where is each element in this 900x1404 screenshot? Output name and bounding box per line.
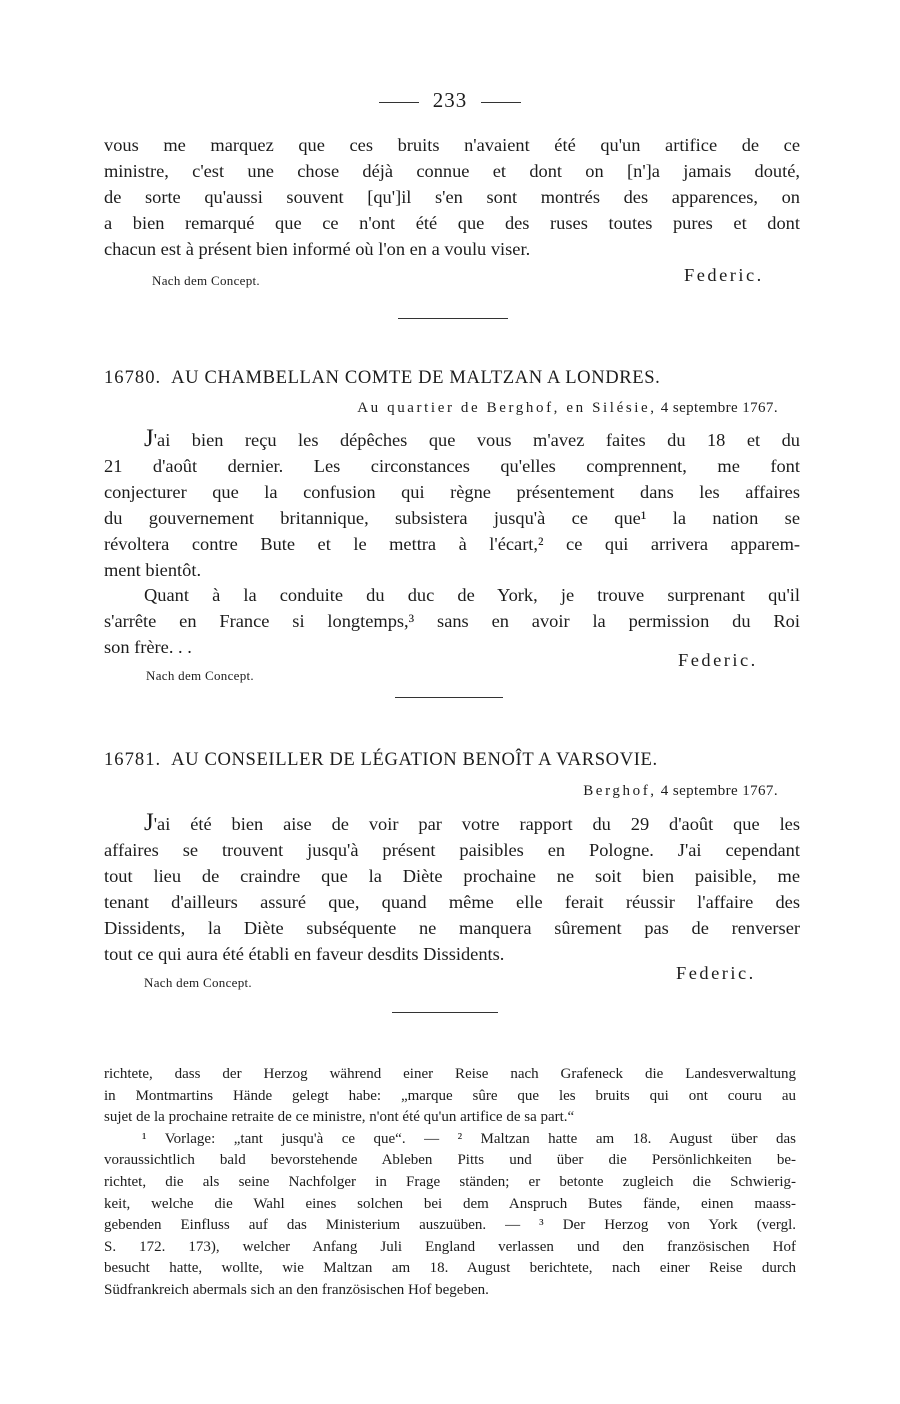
letter-16780-dateline bbox=[357, 400, 778, 417]
page-number-dash-right bbox=[481, 102, 521, 103]
text-line: Quant à la conduite du duc de York, je trouve surprenant qu'il bbox=[144, 585, 800, 606]
prev-letter-signature: Federic. bbox=[684, 265, 764, 285]
text-line: tout lieu de craindre que la Diète prochaine ne soit bien paisible, me bbox=[104, 865, 800, 886]
footnote-line: gebenden Einfluss auf das Ministerium auszuüben. — ³ Der Herzog von York (vergl. bbox=[104, 1217, 796, 1234]
text-line: J'ai bien reçu les dépêches que vous m'avez faites du 18 et du bbox=[144, 425, 800, 452]
initial-letter: J bbox=[144, 809, 154, 836]
initial-letter: J bbox=[144, 425, 154, 452]
text-line: a bien remarqué que ce n'ont été que des ruses toutes pures et dont bbox=[104, 212, 800, 233]
footnote-line: richtete, dass der Herzog während einer Reise nach Grafeneck die Landesverwaltung bbox=[104, 1066, 796, 1082]
footnote-line: besucht hatte, wollte, wie Maltzan am 18. August berichtete, nach einer Reise durch bbox=[104, 1260, 796, 1277]
letter-16781-heading bbox=[104, 749, 804, 771]
letter-title: AU CHAMBELLAN COMTE DE MALTZAN A LONDRES. bbox=[171, 367, 661, 388]
footnote-line: ¹ Vorlage: „tant jusqu'à ce que“. — ² Maltzan hatte am 18. August über das bbox=[142, 1130, 796, 1147]
text-line: ministre, c'est une chose déjà connue et dont on [n']a jamais douté, bbox=[104, 160, 800, 181]
text-line: ment bientôt. bbox=[104, 559, 202, 580]
letter-16781-body bbox=[104, 810, 800, 967]
footnote-line: in Montmartins Hände gelegt habe: „marque sûre que les bruits qui ont couru au bbox=[104, 1087, 796, 1104]
text-line: s'arrête en France si longtemps,³ sans en avoir la permission du Roi bbox=[104, 611, 800, 632]
footnote-line: keit, welche die Wahl eines solchen bei dem Anspruch Butes fände, einen maass- bbox=[104, 1195, 796, 1212]
dateline-date: 4 septembre 1767. bbox=[660, 783, 778, 799]
letter-16780-heading bbox=[104, 367, 804, 389]
text-line: conjecturer que la confusion qui règne présentement dans les affaires bbox=[104, 481, 800, 502]
text-line: son frère. . . bbox=[104, 637, 192, 658]
letter-number: 16780. bbox=[104, 367, 162, 388]
dateline-place: Au quartier de Berghof, en Silésie, bbox=[357, 400, 657, 416]
text-line: chacun est à présent bien informé où l'on en a voulu viser. bbox=[104, 238, 531, 259]
page-number-text: 233 bbox=[432, 88, 468, 112]
letter-16781-signature: Federic. bbox=[676, 963, 756, 983]
prev-letter-source: Nach dem Concept. bbox=[152, 273, 260, 288]
section-divider bbox=[398, 318, 508, 319]
page-number bbox=[0, 88, 900, 113]
letter-16781-source: Nach dem Concept. bbox=[144, 975, 252, 990]
section-divider bbox=[395, 697, 503, 698]
text-line: 21 d'août dernier. Les circonstances qu'elles comprennent, me font bbox=[104, 455, 800, 476]
text-line: tout ce qui aura été établi en faveur desdits Dissidents. bbox=[104, 943, 505, 964]
letter-16781-dateline bbox=[583, 783, 778, 800]
footnote-line: voraussichtlich bald bevorstehende Ableben Pitts und über die Persönlichkeiten be- bbox=[104, 1152, 796, 1169]
letter-16780-signature: Federic. bbox=[678, 650, 758, 670]
footnote-line: S. 172. 173), welcher Anfang Juli England verlassen und den französischen Hof bbox=[104, 1238, 796, 1255]
text-line: affaires se trouvent jusqu'à présent paisibles en Pologne. J'ai cependant bbox=[104, 839, 800, 860]
footnotes bbox=[104, 1064, 796, 1302]
footnote-line: sujet de la prochaine retraite de ce ministre, n'ont été qu'un artifice de sa part.“ bbox=[104, 1109, 575, 1126]
text-line: Dissidents, la Diète subséquente ne manquera sûrement pas de renverser bbox=[104, 917, 800, 938]
text-line: révoltera contre Bute et le mettra à l'écart,² ce qui arrivera apparem- bbox=[104, 533, 800, 554]
dateline-date: 4 septembre 1767. bbox=[660, 400, 778, 416]
letter-16780-body bbox=[104, 426, 800, 661]
prev-letter-body bbox=[104, 133, 800, 263]
page-number-dash-left bbox=[379, 102, 419, 103]
section-divider bbox=[392, 1012, 498, 1013]
text-line: J'ai été bien aise de voir par votre rapport du 29 d'août que les bbox=[144, 809, 800, 836]
footnote-line: Südfrankreich abermals sich an den französischen Hof begeben. bbox=[104, 1281, 489, 1298]
letter-16780-source: Nach dem Concept. bbox=[146, 668, 254, 683]
letter-number: 16781. bbox=[104, 749, 162, 770]
text-line: de sorte qu'aussi souvent [qu']il s'en sont montrés des apparences, on bbox=[104, 186, 800, 207]
footnote-line: richtet, die als seine Nachfolger in Frage ständen; er betonte zugleich die Schwierig- bbox=[104, 1173, 796, 1190]
text-line: tenant d'ailleurs assuré que, quand même elle ferait réussir l'affaire des bbox=[104, 891, 800, 912]
dateline-place: Berghof, bbox=[583, 783, 657, 799]
text-line: vous me marquez que ces bruits n'avaient été qu'un artifice de ce bbox=[104, 135, 800, 155]
text-line: du gouvernement britannique, subsistera jusqu'à ce que¹ la nation se bbox=[104, 507, 800, 528]
letter-title: AU CONSEILLER DE LÉGATION BENOÎT A VARSOVIE. bbox=[171, 749, 658, 770]
